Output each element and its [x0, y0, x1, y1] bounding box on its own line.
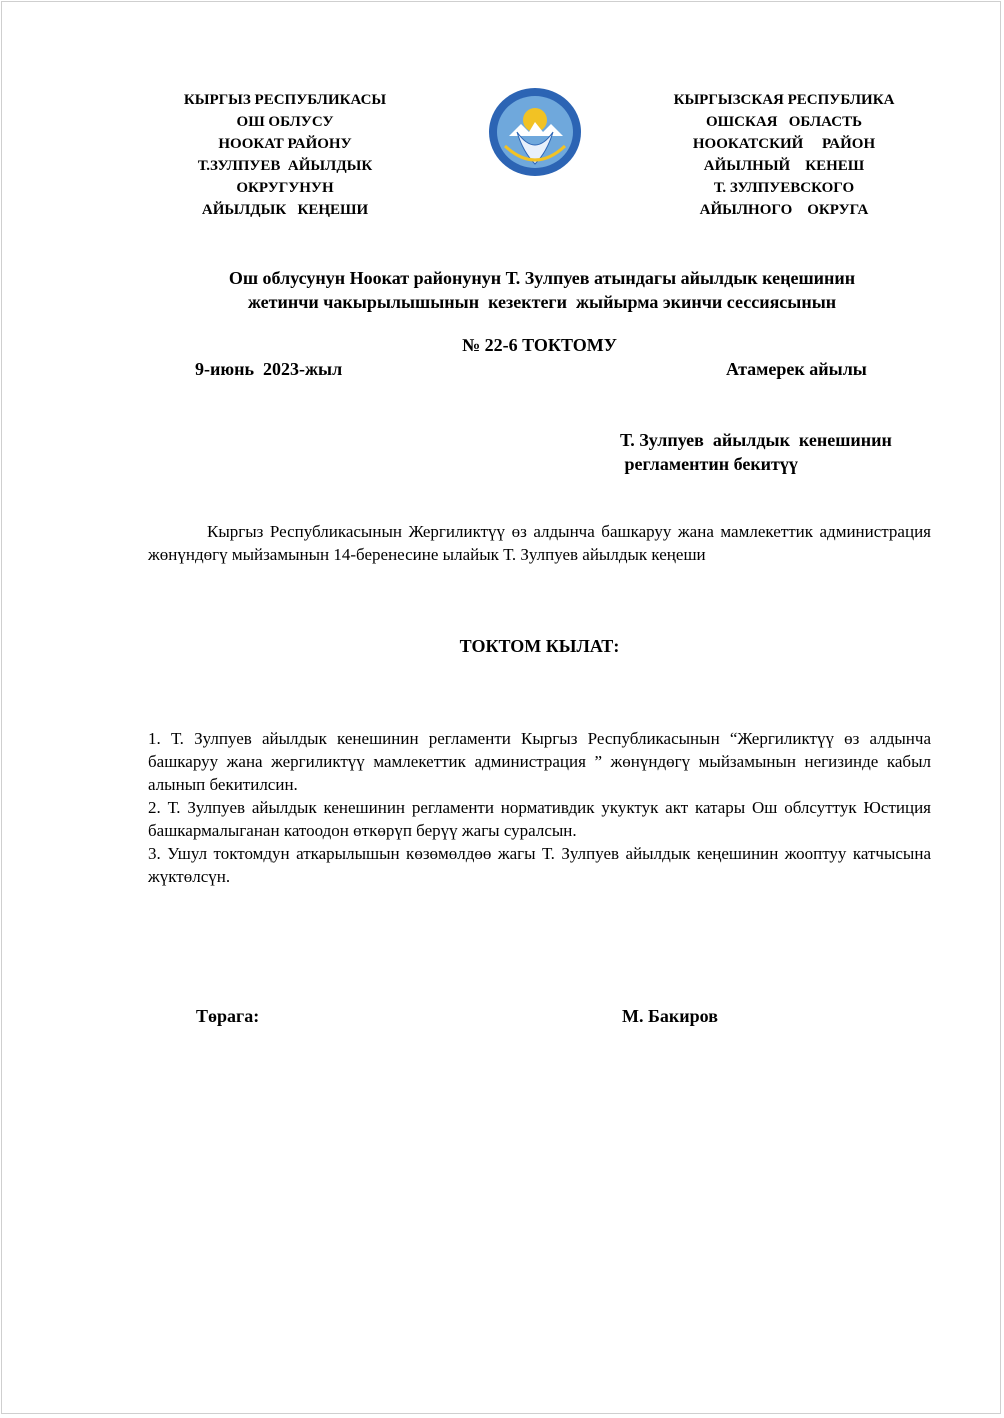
header-russian	[634, 89, 934, 221]
resolves-heading: ТОКТОМ КЫЛАТ:	[459, 636, 620, 656]
header-kyrgyz-line: НООКАТ РАЙОНУ	[218, 136, 352, 152]
header-kyrgyz-line: Т.ЗУЛПУЕВ АЙЫЛДЫК	[197, 158, 373, 174]
header-kyrgyz-line: АЙЫЛДЫК КЕҢЕШИ	[201, 202, 369, 218]
decree-place: Атамерек айылы	[726, 359, 867, 379]
preamble-paragraph: Кыргыз Республикасынын Жергиликтүү өз алдынча башкаруу жана мамлекеттик администрация жөнүндөгү мыйзамынын 14-беренесине ылайык Т. Зулпуев айылдык кеңеши	[148, 522, 931, 564]
state-emblem-icon	[487, 86, 583, 178]
session-title-line: Ош облусунун Ноокат районунун Т. Зулпуев атындагы айылдык кеңешинин	[228, 268, 856, 288]
signature-label: Төрага:	[196, 1006, 260, 1026]
decree-date: 9-июнь 2023-жыл	[195, 359, 343, 379]
decree-items	[148, 727, 931, 888]
header-russian-line: Т. ЗУЛПУЕВСКОГО	[713, 180, 855, 196]
decree-subject-line: Т. Зулпуев айылдык кенешинин	[620, 430, 892, 450]
header-kyrgyz	[135, 89, 435, 221]
header-russian-line: КЫРГЫЗСКАЯ РЕСПУБЛИКА	[673, 92, 895, 108]
decree-number: № 22-6 ТОКТОМУ	[462, 335, 617, 355]
header-russian-line: ОШСКАЯ ОБЛАСТЬ	[706, 114, 862, 130]
session-title	[92, 266, 992, 314]
signature-name: М. Бакиров	[622, 1006, 718, 1026]
decree-item: 2. Т. Зулпуев айылдык кенешинин регламенти нормативдик укуктук акт катары Ош облсуттук Юстиция башкармалыганан катоодон өткөрүп берүү жагы суралсын.	[148, 798, 931, 840]
header-russian-line: НООКАТСКИЙ РАЙОН	[692, 136, 876, 152]
decree-subject	[620, 428, 892, 476]
decree-subject-line: регламентин бекитүү	[620, 454, 798, 474]
document-page	[1, 1, 1001, 1414]
header-kyrgyz-line: ОШ ОБЛУСУ	[236, 114, 334, 130]
session-title-line: жетинчи чакырылышынын кезектеги жыйырма экинчи сессиясынын	[247, 292, 837, 312]
header-russian-line: АЙЫЛНОГО ОКРУГА	[699, 202, 869, 218]
header-kyrgyz-line: КЫРГЫЗ РЕСПУБЛИКАСЫ	[183, 92, 387, 108]
decree-item: 1. Т. Зулпуев айылдык кенешинин регламенти Кыргыз Республикасынын “Жергиликтүү өз алдынча башкаруу жана жергиликтүү мамлекеттик администрация ” жөнүндөгү мыйзамынын негизинде кабыл алынып бекитилсин.	[148, 729, 931, 794]
header-russian-line: АЙЫЛНЫЙ КЕНЕШ	[703, 158, 865, 174]
header-kyrgyz-line: ОКРУГУНУН	[236, 180, 334, 196]
decree-item: 3. Ушул токтомдун аткарылышын көзөмөлдөө жагы Т. Зулпуев айылдык кеңешинин жоoптуу катчысына жүктөлсүн.	[148, 844, 931, 886]
